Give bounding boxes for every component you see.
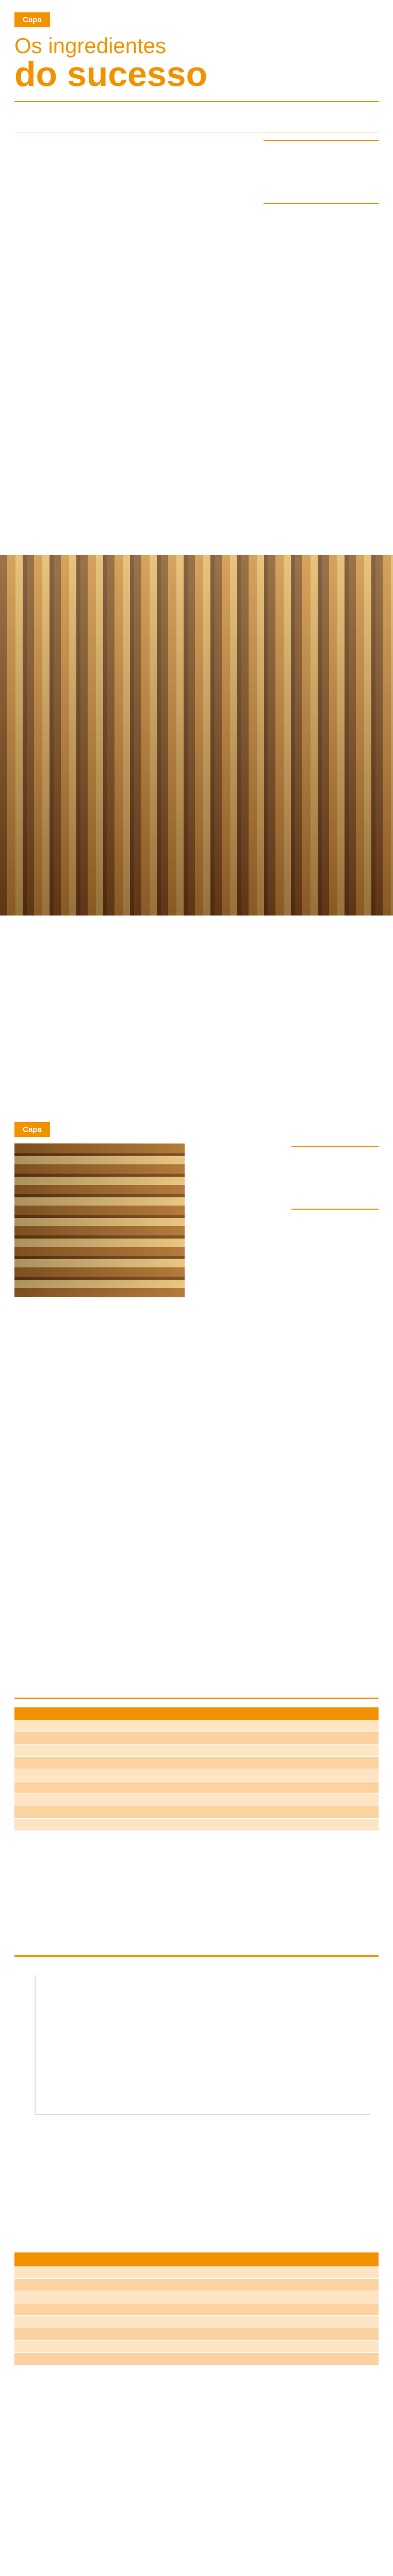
table-cell <box>288 2291 379 2303</box>
table-row <box>14 1757 379 1769</box>
table-row <box>14 1782 379 1794</box>
table-row <box>14 1794 379 1806</box>
table-cell <box>196 2316 288 2328</box>
section-tag: Capa <box>14 1122 50 1137</box>
page-5 <box>0 2219 393 2576</box>
column-3 <box>264 938 379 1073</box>
table-row <box>14 2328 379 2341</box>
table-cell <box>14 2291 106 2303</box>
table-cell <box>288 2266 379 2279</box>
table-cell <box>14 1720 136 1732</box>
table-cell <box>257 1769 379 1782</box>
body-columns-page-3-top <box>195 1143 379 1628</box>
table-header <box>136 1707 257 1720</box>
table-cell <box>136 1757 257 1769</box>
page-4 <box>0 1665 393 2218</box>
table-cell <box>14 1732 136 1744</box>
table-cell <box>288 2328 379 2341</box>
table-cell <box>14 2266 106 2279</box>
table-cell <box>257 1720 379 1732</box>
table-cell <box>288 2341 379 2353</box>
figure-table-2 <box>14 2252 379 2365</box>
data-table <box>14 2254 379 2365</box>
table-cell <box>14 2328 106 2341</box>
table-row <box>14 2316 379 2328</box>
table-cell <box>136 1819 257 1831</box>
table-row <box>14 1732 379 1744</box>
warehouse-photo <box>0 555 393 916</box>
column-1 <box>14 1308 166 1628</box>
table-cell <box>14 1744 136 1757</box>
column-2 <box>139 938 254 1073</box>
table-cell <box>136 1769 257 1782</box>
table-cell <box>288 2279 379 2291</box>
table-cell <box>257 1819 379 1831</box>
table-cell <box>257 1794 379 1806</box>
table-header <box>106 2254 197 2266</box>
page-2 <box>0 555 393 1108</box>
column-2 <box>291 1143 379 1628</box>
table-cell <box>14 1782 136 1794</box>
table-cell <box>257 1732 379 1744</box>
table-cell <box>106 2353 197 2365</box>
table-row <box>14 2341 379 2353</box>
bar-chart <box>14 1965 379 2130</box>
table-cell <box>14 1769 136 1782</box>
table-row <box>14 1720 379 1732</box>
table-cell <box>196 2341 288 2353</box>
table-cell <box>14 1819 136 1831</box>
pull-quote <box>291 1146 379 1210</box>
table-row <box>14 1744 379 1757</box>
chart-title <box>14 1957 379 1965</box>
table-row <box>14 1806 379 1819</box>
shelves-photo <box>14 1143 185 1297</box>
column-3 <box>264 140 379 518</box>
table-cell <box>14 2303 106 2316</box>
table-cell <box>106 2341 197 2353</box>
headline <box>14 35 207 92</box>
body-columns-page-2 <box>14 938 379 1073</box>
table-cell <box>106 2279 197 2291</box>
table-cell <box>196 2266 288 2279</box>
headline-line-1: Os ingredientes <box>14 33 167 58</box>
column-1 <box>14 938 129 1073</box>
figure-chart-1 <box>14 1955 379 2153</box>
table-cell <box>14 1806 136 1819</box>
figure-title <box>14 1699 379 1707</box>
column-1 <box>14 140 129 518</box>
table-cell <box>196 2291 288 2303</box>
page-1 <box>0 0 393 553</box>
column-2 <box>139 140 254 518</box>
table-cell <box>106 2291 197 2303</box>
table-cell <box>14 2341 106 2353</box>
table-row <box>14 1819 379 1831</box>
table-cell <box>136 1720 257 1732</box>
page-3 <box>0 1110 393 1663</box>
table-header <box>257 1707 379 1720</box>
table-cell <box>257 1806 379 1819</box>
table-cell <box>14 2316 106 2328</box>
table-cell <box>14 2353 106 2365</box>
column-1 <box>195 1143 282 1628</box>
table-header <box>14 2254 106 2266</box>
table-cell <box>106 2328 197 2341</box>
headline-line-2: do sucesso <box>14 55 208 94</box>
table-cell <box>14 1757 136 1769</box>
pull-quote <box>264 140 379 204</box>
table-cell <box>196 2353 288 2365</box>
table-cell <box>257 1757 379 1769</box>
table-cell <box>136 1794 257 1806</box>
section-tag: Capa <box>14 12 50 27</box>
table-cell <box>257 1744 379 1757</box>
body-columns-page-1 <box>14 140 379 518</box>
table-cell <box>106 2316 197 2328</box>
body-columns-page-3-bottom <box>14 1308 166 1628</box>
table-cell <box>136 1732 257 1744</box>
table-cell <box>196 2303 288 2316</box>
table-header <box>14 1707 136 1720</box>
table-row <box>14 2303 379 2316</box>
deck <box>14 101 379 132</box>
table-cell <box>196 2279 288 2291</box>
table-cell <box>288 2353 379 2365</box>
table-cell <box>136 1744 257 1757</box>
table-cell <box>257 1782 379 1794</box>
table-cell <box>136 1782 257 1794</box>
table-row <box>14 2353 379 2365</box>
table-cell <box>196 2328 288 2341</box>
table-header <box>196 2254 288 2266</box>
table-cell <box>14 1794 136 1806</box>
data-table <box>14 1707 379 1831</box>
table-cell <box>14 2279 106 2291</box>
table-cell <box>136 1806 257 1819</box>
table-header <box>288 2254 379 2266</box>
figure-table-1 <box>14 1698 379 1831</box>
table-cell <box>106 2266 197 2279</box>
table-cell <box>288 2303 379 2316</box>
table-row <box>14 1769 379 1782</box>
table-row <box>14 2279 379 2291</box>
table-row <box>14 2266 379 2279</box>
table-cell <box>288 2316 379 2328</box>
table-row <box>14 2291 379 2303</box>
table-cell <box>106 2303 197 2316</box>
